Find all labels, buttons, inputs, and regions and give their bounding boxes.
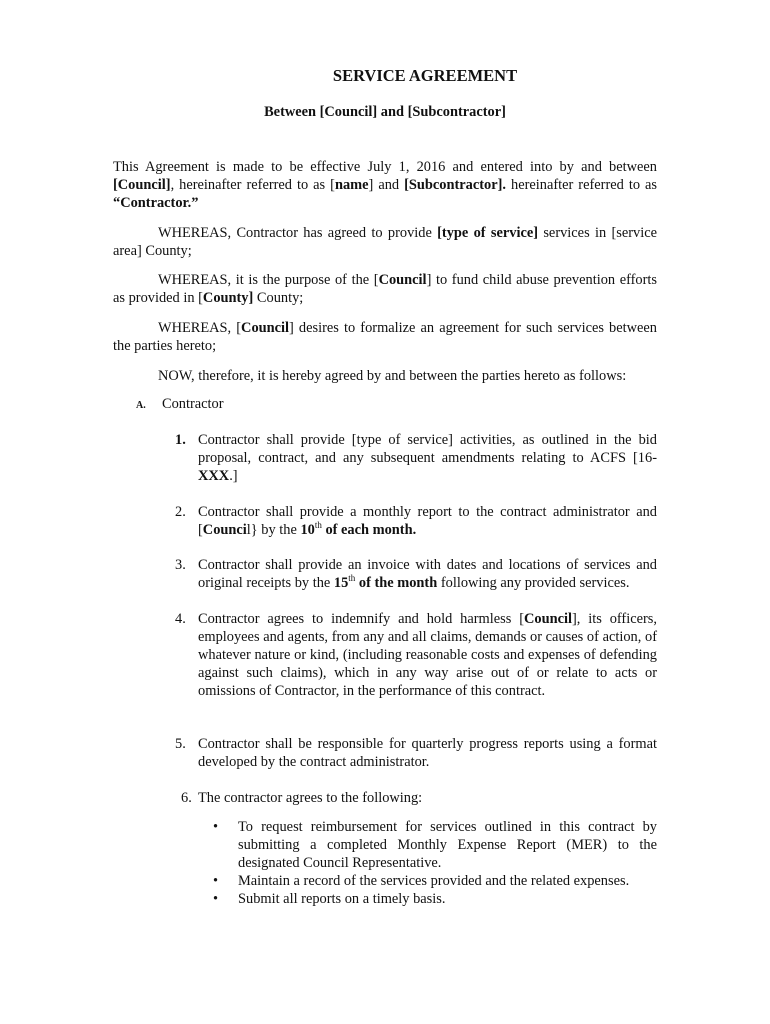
item3-bold-month: of the month [355, 575, 438, 591]
list-item-1 [198, 431, 657, 485]
item2-text-1: Contractor shall provide a monthly report to the contract administrator and [ [198, 504, 657, 538]
document-title: SERVICE AGREEMENT [332, 66, 518, 85]
whereas2-text-3: County; [253, 290, 304, 306]
bullet-item-1: To request reimbursement for services outlined in this contract by submitting a completed Monthly Expense Report (MER) to the designated Council Representative. [238, 819, 657, 871]
item4-bold-council: Council [524, 611, 572, 627]
intro-text-3: ] and [368, 177, 405, 193]
intro-bold-subcontractor: [Subcontractor]. [404, 177, 507, 193]
item3-text-2: following any provided services. [437, 575, 630, 591]
item4-text-1: Contractor agrees to indemnify and hold harmless [ [198, 611, 524, 627]
intro-text-2: , hereinafter referred to as [ [170, 177, 335, 193]
whereas1-text-1: WHEREAS, Contractor has agreed to provide [158, 225, 438, 241]
item3-text-1: Contractor shall provide an invoice with dates and locations of services and original receipts by the [198, 557, 657, 591]
bullet-item-2: Maintain a record of the services provided and the related expenses. [238, 873, 630, 889]
bullet-glyph-1: • [213, 819, 219, 835]
item1-text-2: .] [229, 468, 238, 484]
whereas3-text-2: ] desires to formalize an agreement for such services between the parties hereto; [113, 320, 657, 354]
intro-bold-contractor: “Contractor.” [113, 195, 199, 211]
item2-text-2: l} by the [246, 522, 301, 538]
list-item-6: The contractor agrees to the following: [198, 790, 423, 806]
whereas-paragraph-1 [113, 224, 657, 260]
intro-text-1: This Agreement is made to be effective July 1, 2016 and entered into by and between [113, 159, 657, 175]
item3-superscript: th [348, 573, 356, 584]
item2-superscript: th [314, 520, 322, 531]
list-item-3 [198, 556, 657, 592]
list-item-5: Contractor shall be responsible for quarterly progress reports using a format developed by the contract administrator. [198, 736, 657, 770]
whereas-paragraph-2 [113, 271, 657, 307]
now-paragraph: NOW, therefore, it is hereby agreed by and between the parties hereto as follows: [158, 368, 627, 384]
intro-bold-name: name [334, 177, 369, 193]
whereas1-bold: [type of service] [437, 225, 539, 241]
whereas2-text-2: ] to fund child abuse prevention efforts as provided in [ [113, 272, 658, 306]
section-letter: A. [136, 400, 146, 411]
section-heading [136, 396, 224, 413]
item2-bold-month: of each month. [321, 522, 417, 538]
whereas-paragraph-3 [113, 319, 657, 355]
list-item-2 [198, 503, 657, 539]
bullet-item-3: Submit all reports on a timely basis. [238, 891, 446, 907]
whereas1-text-2: services in [service area] County; [113, 225, 657, 259]
item1-text-1: Contractor shall provide [type of service] activities, as outlined in the bid proposal, contract, and any subsequent amendments relating to ACFS [16- [198, 432, 657, 466]
item-number-3: 3. [175, 557, 186, 573]
bullet-glyph-3: • [213, 891, 219, 907]
bullet-glyph-2: • [213, 873, 219, 889]
intro-text-4: hereinafter referred to as [506, 177, 657, 193]
section-label: Contractor [162, 396, 224, 412]
whereas2-bold-county: County] [202, 290, 254, 306]
whereas3-bold: Council [241, 320, 290, 336]
whereas3-text-1: WHEREAS, [ [158, 320, 242, 336]
item2-bold-council: Counci [202, 522, 247, 538]
list-item-4 [198, 610, 657, 700]
intro-paragraph [113, 158, 657, 212]
whereas2-bold-council: Council [378, 272, 427, 288]
item-number-1: 1. [175, 432, 186, 448]
item3-bold-day: 15 [333, 575, 349, 591]
intro-bold-council: [Council] [113, 177, 171, 193]
item-number-4: 4. [175, 611, 186, 627]
item4-text-2: ], its officers, employees and agents, from any and all claims, demands or causes of action, of whatever nature or kind, (including reasonable costs and expenses of defending against such claims), which in any way arise out of or relate to acts or omissions of Contractor, in the performance of this contract. [198, 611, 657, 699]
document-subtitle: Between [Council] and [Subcontractor] [264, 104, 506, 120]
item-number-2: 2. [175, 504, 186, 520]
item-number-5: 5. [175, 736, 186, 752]
item2-bold-day: 10 [300, 522, 315, 538]
whereas2-text-1: WHEREAS, it is the purpose of the [ [158, 272, 379, 288]
item-number-6: 6. [181, 790, 192, 806]
item1-bold: XXX [198, 468, 230, 484]
